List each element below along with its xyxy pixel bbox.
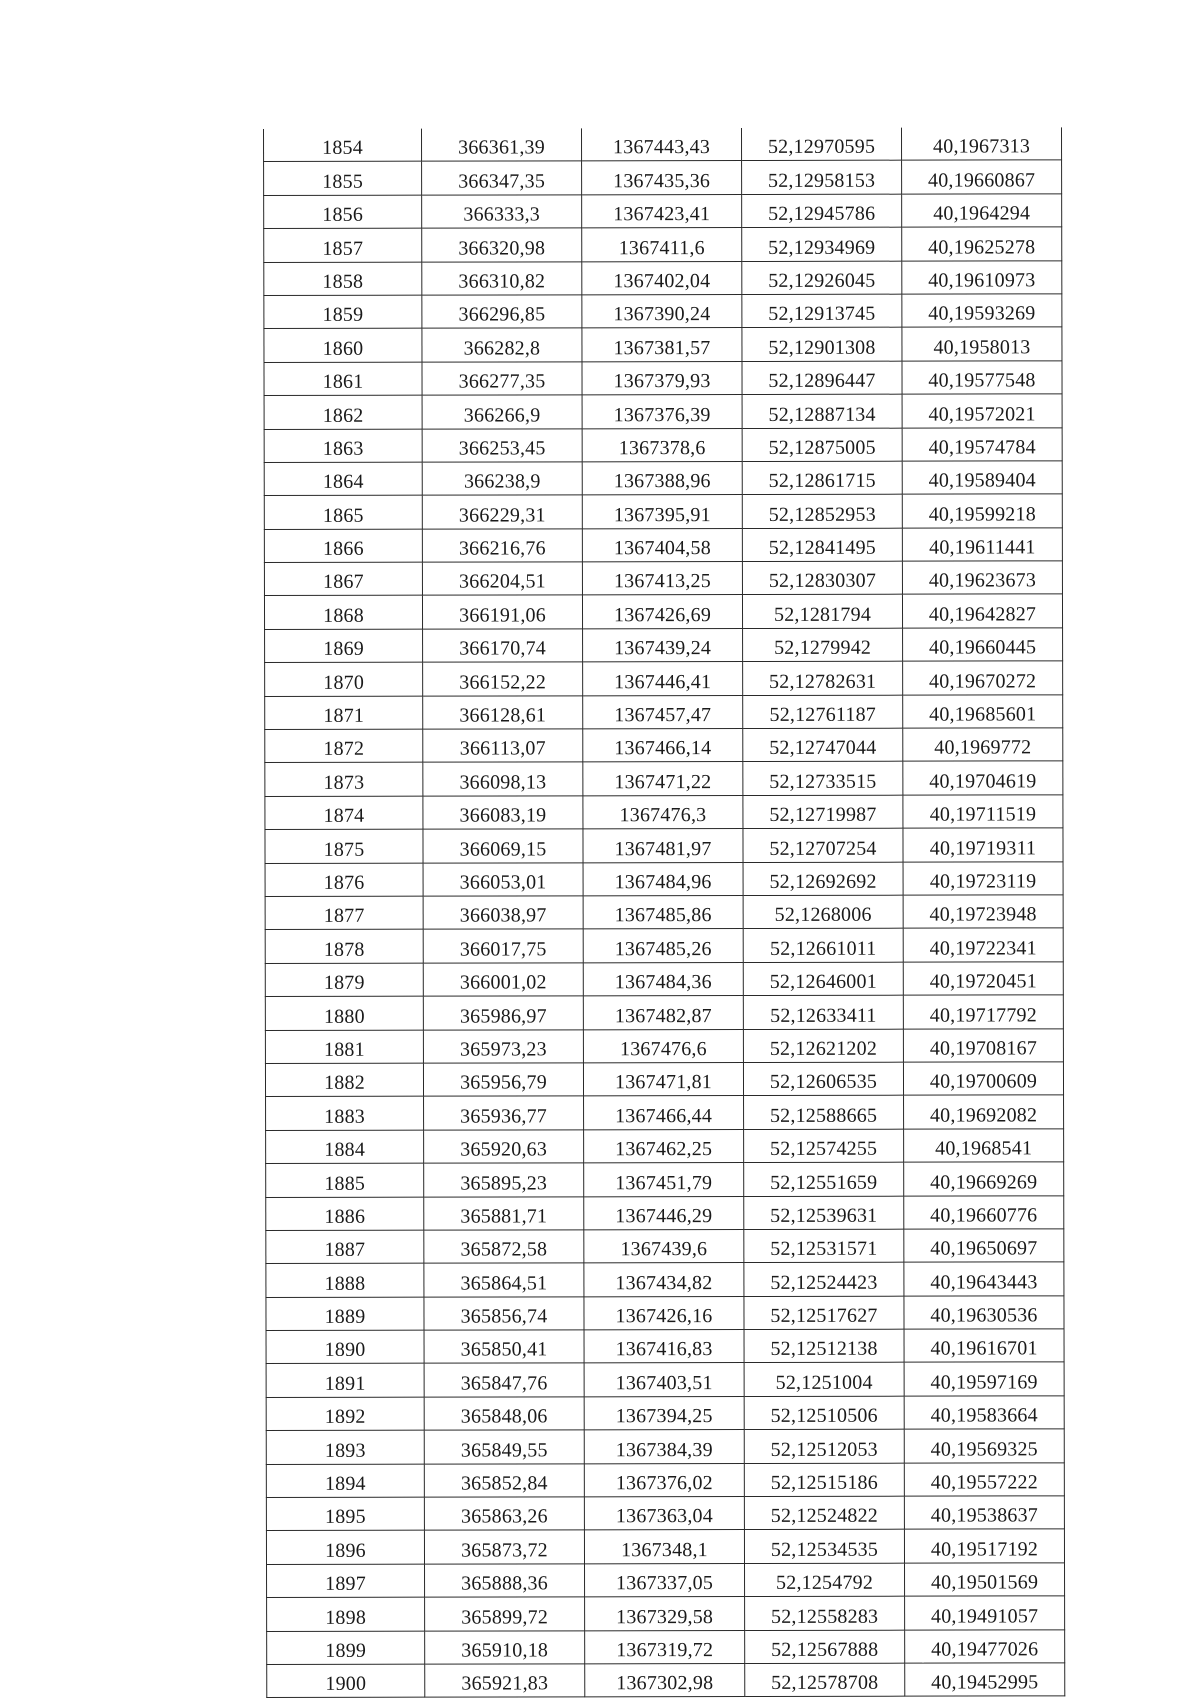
x-coordinate-cell: 365895,23 [424,1163,584,1197]
longitude-cell: 40,19660776 [904,1195,1064,1229]
table-row [264,561,1062,596]
table-row [265,1062,1063,1097]
point-number-cell: 1865 [264,495,422,529]
longitude-cell: 40,19669269 [904,1162,1064,1196]
point-number-cell: 1868 [264,596,422,630]
longitude-cell: 40,19700609 [903,1062,1063,1096]
table-row [267,1629,1065,1664]
longitude-cell: 40,19723119 [903,861,1063,895]
x-coordinate-cell: 365888,36 [425,1564,585,1598]
y-coordinate-cell: 1367423,41 [582,194,742,228]
table-row [267,1596,1065,1631]
x-coordinate-cell: 365864,51 [424,1263,584,1297]
table-row [265,928,1063,963]
point-number-cell: 1854 [264,129,422,162]
x-coordinate-cell: 366253,45 [422,428,582,462]
table-row [264,461,1062,496]
table-row [264,327,1062,362]
latitude-cell: 52,12567888 [745,1630,905,1664]
latitude-cell: 52,12524423 [744,1262,904,1296]
table-row [265,694,1063,729]
y-coordinate-cell: 1367302,98 [585,1663,745,1697]
longitude-cell: 40,19557222 [904,1462,1064,1496]
y-coordinate-cell: 1367457,47 [583,695,743,729]
longitude-cell: 40,19501569 [905,1563,1065,1597]
longitude-cell: 40,19692082 [904,1095,1064,1129]
longitude-cell: 40,19685601 [903,694,1063,728]
longitude-cell: 40,19719311 [903,828,1063,862]
x-coordinate-cell: 366216,76 [422,529,582,563]
x-coordinate-cell: 365872,58 [424,1230,584,1264]
table-row [265,761,1063,796]
x-coordinate-cell: 365910,18 [425,1630,585,1664]
latitude-cell: 52,12782631 [743,661,903,695]
table-row [266,1496,1064,1531]
latitude-cell: 52,12531571 [744,1229,904,1263]
latitude-cell: 52,12913745 [742,294,902,328]
x-coordinate-cell: 366238,9 [422,462,582,496]
latitude-cell: 52,12747044 [743,728,903,762]
longitude-cell: 40,19717792 [903,995,1063,1029]
x-coordinate-cell: 366296,85 [422,295,582,329]
point-number-cell: 1858 [264,262,422,296]
longitude-cell: 40,1958013 [902,327,1062,361]
latitude-cell: 52,12606535 [743,1062,903,1096]
latitude-cell: 52,12512138 [744,1329,904,1363]
longitude-cell: 40,19589404 [902,461,1062,495]
longitude-cell: 40,1967313 [901,127,1061,160]
latitude-cell: 52,12934969 [742,227,902,261]
point-number-cell: 1867 [264,562,422,596]
point-number-cell: 1855 [264,162,422,196]
table-row [264,394,1062,429]
table-row [266,1095,1064,1130]
y-coordinate-cell: 1367379,93 [582,361,742,395]
point-number-cell: 1898 [267,1597,425,1631]
coordinates-table-body [264,127,1065,1698]
x-coordinate-cell: 366069,15 [423,829,583,863]
x-coordinate-cell: 366191,06 [422,595,582,629]
y-coordinate-cell: 1367426,69 [582,595,742,629]
table-row [266,1162,1064,1197]
latitude-cell: 52,12896447 [742,361,902,395]
point-number-cell: 1884 [266,1130,424,1164]
latitude-cell: 52,12661011 [743,929,903,963]
table-row [265,661,1063,696]
point-number-cell: 1860 [264,329,422,363]
table-row [266,1295,1064,1330]
y-coordinate-cell: 1367462,25 [584,1129,744,1163]
point-number-cell: 1872 [265,729,423,763]
latitude-cell: 52,1279942 [743,628,903,662]
x-coordinate-cell: 366001,02 [423,963,583,997]
y-coordinate-cell: 1367402,04 [582,261,742,295]
point-number-cell: 1895 [266,1497,424,1531]
table-row [266,1462,1064,1497]
longitude-cell: 40,19708167 [903,1028,1063,1062]
point-number-cell: 1873 [265,763,423,797]
x-coordinate-cell: 366277,35 [422,362,582,396]
point-number-cell: 1862 [264,395,422,429]
y-coordinate-cell: 1367363,04 [584,1497,744,1531]
latitude-cell: 52,12515186 [744,1463,904,1497]
latitude-cell: 52,12510506 [744,1396,904,1430]
y-coordinate-cell: 1367416,83 [584,1330,744,1364]
y-coordinate-cell: 1367481,97 [583,829,743,863]
longitude-cell: 40,19569325 [904,1429,1064,1463]
point-number-cell: 1877 [265,896,423,930]
latitude-cell: 52,12621202 [743,1029,903,1063]
y-coordinate-cell: 1367319,72 [585,1630,745,1664]
x-coordinate-cell: 365920,63 [424,1130,584,1164]
table-row [266,1229,1064,1264]
latitude-cell: 52,12558283 [745,1596,905,1630]
table-row [265,895,1063,930]
x-coordinate-cell: 366038,97 [423,896,583,930]
longitude-cell: 40,19660867 [902,160,1062,194]
point-number-cell: 1859 [264,295,422,329]
table-row [265,828,1063,863]
y-coordinate-cell: 1367404,58 [582,528,742,562]
longitude-cell: 40,19722341 [903,928,1063,962]
point-number-cell: 1866 [264,529,422,563]
x-coordinate-cell: 365856,74 [424,1297,584,1331]
latitude-cell: 52,12861715 [742,461,902,495]
y-coordinate-cell: 1367485,86 [583,895,743,929]
point-number-cell: 1888 [266,1263,424,1297]
latitude-cell: 52,12970595 [741,128,901,161]
longitude-cell: 40,19572021 [902,394,1062,428]
latitude-cell: 52,12875005 [742,428,902,462]
longitude-cell: 40,19711519 [903,795,1063,829]
x-coordinate-cell: 365899,72 [425,1597,585,1631]
y-coordinate-cell: 1367376,02 [584,1463,744,1497]
table-row [267,1563,1065,1598]
point-number-cell: 1890 [266,1330,424,1364]
y-coordinate-cell: 1367466,14 [583,729,743,763]
y-coordinate-cell: 1367451,79 [584,1163,744,1197]
latitude-cell: 52,12830307 [742,561,902,595]
longitude-cell: 40,19538637 [904,1496,1064,1530]
point-number-cell: 1887 [266,1230,424,1264]
longitude-cell: 40,19452995 [905,1663,1065,1697]
latitude-cell: 52,12719987 [743,795,903,829]
y-coordinate-cell: 1367476,6 [583,1029,743,1063]
y-coordinate-cell: 1367443,43 [581,128,741,161]
y-coordinate-cell: 1367411,6 [582,228,742,262]
point-number-cell: 1892 [266,1397,424,1431]
table-row [264,260,1062,295]
table-row [264,294,1062,329]
latitude-cell: 52,12524822 [744,1496,904,1530]
x-coordinate-cell: 365847,76 [424,1363,584,1397]
x-coordinate-cell: 365850,41 [424,1330,584,1364]
y-coordinate-cell: 1367395,91 [582,495,742,529]
point-number-cell: 1899 [267,1631,425,1665]
y-coordinate-cell: 1367485,26 [583,929,743,963]
longitude-cell: 40,19477026 [905,1629,1065,1663]
x-coordinate-cell: 366361,39 [421,128,581,161]
longitude-cell: 40,19611441 [902,528,1062,562]
table-row [265,628,1063,663]
x-coordinate-cell: 366170,74 [423,629,583,663]
x-coordinate-cell: 366282,8 [422,328,582,362]
x-coordinate-cell: 365873,72 [424,1530,584,1564]
latitude-cell: 52,1251004 [744,1363,904,1397]
x-coordinate-cell: 366204,51 [422,562,582,596]
latitude-cell: 52,12901308 [742,328,902,362]
table-row [264,127,1062,162]
latitude-cell: 52,12841495 [742,528,902,562]
x-coordinate-cell: 366083,19 [423,796,583,830]
latitude-cell: 52,12707254 [743,828,903,862]
point-number-cell: 1857 [264,228,422,262]
y-coordinate-cell: 1367439,24 [583,628,743,662]
point-number-cell: 1874 [265,796,423,830]
table-row [264,528,1062,563]
latitude-cell: 52,12733515 [743,762,903,796]
y-coordinate-cell: 1367376,39 [582,395,742,429]
longitude-cell: 40,19574784 [902,427,1062,461]
longitude-cell: 40,19610973 [902,260,1062,294]
latitude-cell: 52,12852953 [742,494,902,528]
point-number-cell: 1882 [265,1063,423,1097]
point-number-cell: 1861 [264,362,422,396]
y-coordinate-cell: 1367390,24 [582,294,742,328]
y-coordinate-cell: 1367471,81 [583,1062,743,1096]
latitude-cell: 52,12588665 [744,1095,904,1129]
x-coordinate-cell: 365852,84 [424,1463,584,1497]
table-row [264,594,1062,629]
x-coordinate-cell: 366266,9 [422,395,582,429]
point-number-cell: 1897 [267,1564,425,1598]
table-row [266,1396,1064,1431]
y-coordinate-cell: 1367434,82 [584,1263,744,1297]
point-number-cell: 1871 [265,696,423,730]
scan-speck [922,1662,924,1663]
table-row [267,1663,1065,1698]
table-row [264,194,1062,229]
latitude-cell: 52,12945786 [742,194,902,228]
y-coordinate-cell: 1367337,05 [585,1563,745,1597]
y-coordinate-cell: 1367413,25 [582,562,742,596]
x-coordinate-cell: 366320,98 [422,228,582,262]
latitude-cell: 52,12958153 [742,161,902,195]
longitude-cell: 40,19650697 [904,1229,1064,1263]
x-coordinate-cell: 366333,3 [422,195,582,229]
latitude-cell: 52,12512053 [744,1429,904,1463]
x-coordinate-cell: 365986,97 [423,996,583,1030]
longitude-cell: 40,19720451 [903,962,1063,996]
table-row [264,494,1062,529]
y-coordinate-cell: 1367471,22 [583,762,743,796]
point-number-cell: 1889 [266,1297,424,1331]
point-number-cell: 1891 [266,1364,424,1398]
x-coordinate-cell: 366347,35 [422,161,582,195]
table-row [264,160,1062,195]
point-number-cell: 1869 [265,629,423,663]
y-coordinate-cell: 1367378,6 [582,428,742,462]
longitude-cell: 40,19616701 [904,1329,1064,1363]
x-coordinate-cell: 365921,83 [425,1664,585,1698]
coordinates-table [263,127,1065,1698]
y-coordinate-cell: 1367381,57 [582,328,742,362]
point-number-cell: 1896 [266,1531,424,1565]
y-coordinate-cell: 1367435,36 [582,161,742,195]
table-row [265,861,1063,896]
y-coordinate-cell: 1367446,29 [584,1196,744,1230]
latitude-cell: 52,12517627 [744,1296,904,1330]
point-number-cell: 1900 [267,1664,425,1698]
point-number-cell: 1883 [266,1096,424,1130]
y-coordinate-cell: 1367403,51 [584,1363,744,1397]
table-row [266,1329,1064,1364]
y-coordinate-cell: 1367446,41 [583,662,743,696]
y-coordinate-cell: 1367482,87 [583,996,743,1030]
point-number-cell: 1876 [265,863,423,897]
latitude-cell: 52,1281794 [742,595,902,629]
x-coordinate-cell: 366017,75 [423,929,583,963]
x-coordinate-cell: 365956,79 [423,1063,583,1097]
latitude-cell: 52,12887134 [742,394,902,428]
table-row [264,427,1062,462]
point-number-cell: 1870 [265,662,423,696]
point-number-cell: 1878 [265,930,423,964]
latitude-cell: 52,12551659 [744,1162,904,1196]
table-row [264,227,1062,262]
longitude-cell: 40,1968541 [904,1129,1064,1163]
longitude-cell: 40,19583664 [904,1396,1064,1430]
latitude-cell: 52,12692692 [743,862,903,896]
point-number-cell: 1894 [266,1464,424,1498]
table-row [265,728,1063,763]
latitude-cell: 52,12539631 [744,1196,904,1230]
y-coordinate-cell: 1367329,58 [585,1597,745,1631]
latitude-cell: 52,1268006 [743,895,903,929]
x-coordinate-cell: 366128,61 [423,695,583,729]
table-row [266,1262,1064,1297]
y-coordinate-cell: 1367394,25 [584,1396,744,1430]
y-coordinate-cell: 1367426,16 [584,1296,744,1330]
point-number-cell: 1893 [266,1430,424,1464]
latitude-cell: 52,12926045 [742,261,902,295]
table-row [266,1195,1064,1230]
point-number-cell: 1881 [265,1030,423,1064]
longitude-cell: 40,1969772 [903,728,1063,762]
point-number-cell: 1880 [265,996,423,1030]
point-number-cell: 1864 [264,462,422,496]
x-coordinate-cell: 366098,13 [423,762,583,796]
longitude-cell: 40,19599218 [902,494,1062,528]
table-row [266,1362,1064,1397]
longitude-cell: 40,19623673 [902,561,1062,595]
longitude-cell: 40,19670272 [903,661,1063,695]
table-row [266,1429,1064,1464]
x-coordinate-cell: 366310,82 [422,261,582,295]
longitude-cell: 40,19643443 [904,1262,1064,1296]
point-number-cell: 1856 [264,195,422,229]
latitude-cell: 52,12646001 [743,962,903,996]
point-number-cell: 1886 [266,1197,424,1231]
longitude-cell: 40,19642827 [902,594,1062,628]
longitude-cell: 40,19625278 [902,227,1062,261]
y-coordinate-cell: 1367388,96 [582,461,742,495]
table-row [264,361,1062,396]
latitude-cell: 52,12761187 [743,695,903,729]
x-coordinate-cell: 366053,01 [423,862,583,896]
x-coordinate-cell: 365849,55 [424,1430,584,1464]
y-coordinate-cell: 1367439,6 [584,1229,744,1263]
latitude-cell: 52,12633411 [743,995,903,1029]
latitude-cell: 52,12534535 [744,1530,904,1564]
point-number-cell: 1875 [265,829,423,863]
table-row [265,795,1063,830]
x-coordinate-cell: 365973,23 [423,1029,583,1063]
x-coordinate-cell: 366152,22 [423,662,583,696]
point-number-cell: 1885 [266,1163,424,1197]
latitude-cell: 52,12578708 [745,1663,905,1697]
longitude-cell: 40,1964294 [902,194,1062,228]
longitude-cell: 40,19577548 [902,361,1062,395]
y-coordinate-cell: 1367466,44 [584,1096,744,1130]
longitude-cell: 40,19660445 [903,628,1063,662]
y-coordinate-cell: 1367384,39 [584,1430,744,1464]
longitude-cell: 40,19597169 [904,1362,1064,1396]
y-coordinate-cell: 1367348,1 [584,1530,744,1564]
y-coordinate-cell: 1367484,36 [583,962,743,996]
longitude-cell: 40,19630536 [904,1295,1064,1329]
longitude-cell: 40,19517192 [904,1529,1064,1563]
y-coordinate-cell: 1367484,96 [583,862,743,896]
longitude-cell: 40,19723948 [903,895,1063,929]
x-coordinate-cell: 365863,26 [424,1497,584,1531]
table-row [265,962,1063,997]
x-coordinate-cell: 366113,07 [423,729,583,763]
table-row [266,1529,1064,1564]
y-coordinate-cell: 1367476,3 [583,795,743,829]
x-coordinate-cell: 366229,31 [422,495,582,529]
x-coordinate-cell: 365936,77 [424,1096,584,1130]
longitude-cell: 40,19593269 [902,294,1062,328]
table-row [265,995,1063,1030]
point-number-cell: 1863 [264,429,422,463]
latitude-cell: 52,1254792 [745,1563,905,1597]
table-row [266,1129,1064,1164]
latitude-cell: 52,12574255 [744,1129,904,1163]
longitude-cell: 40,19704619 [903,761,1063,795]
x-coordinate-cell: 365881,71 [424,1196,584,1230]
x-coordinate-cell: 365848,06 [424,1397,584,1431]
longitude-cell: 40,19491057 [905,1596,1065,1630]
table-row [265,1028,1063,1063]
point-number-cell: 1879 [265,963,423,997]
